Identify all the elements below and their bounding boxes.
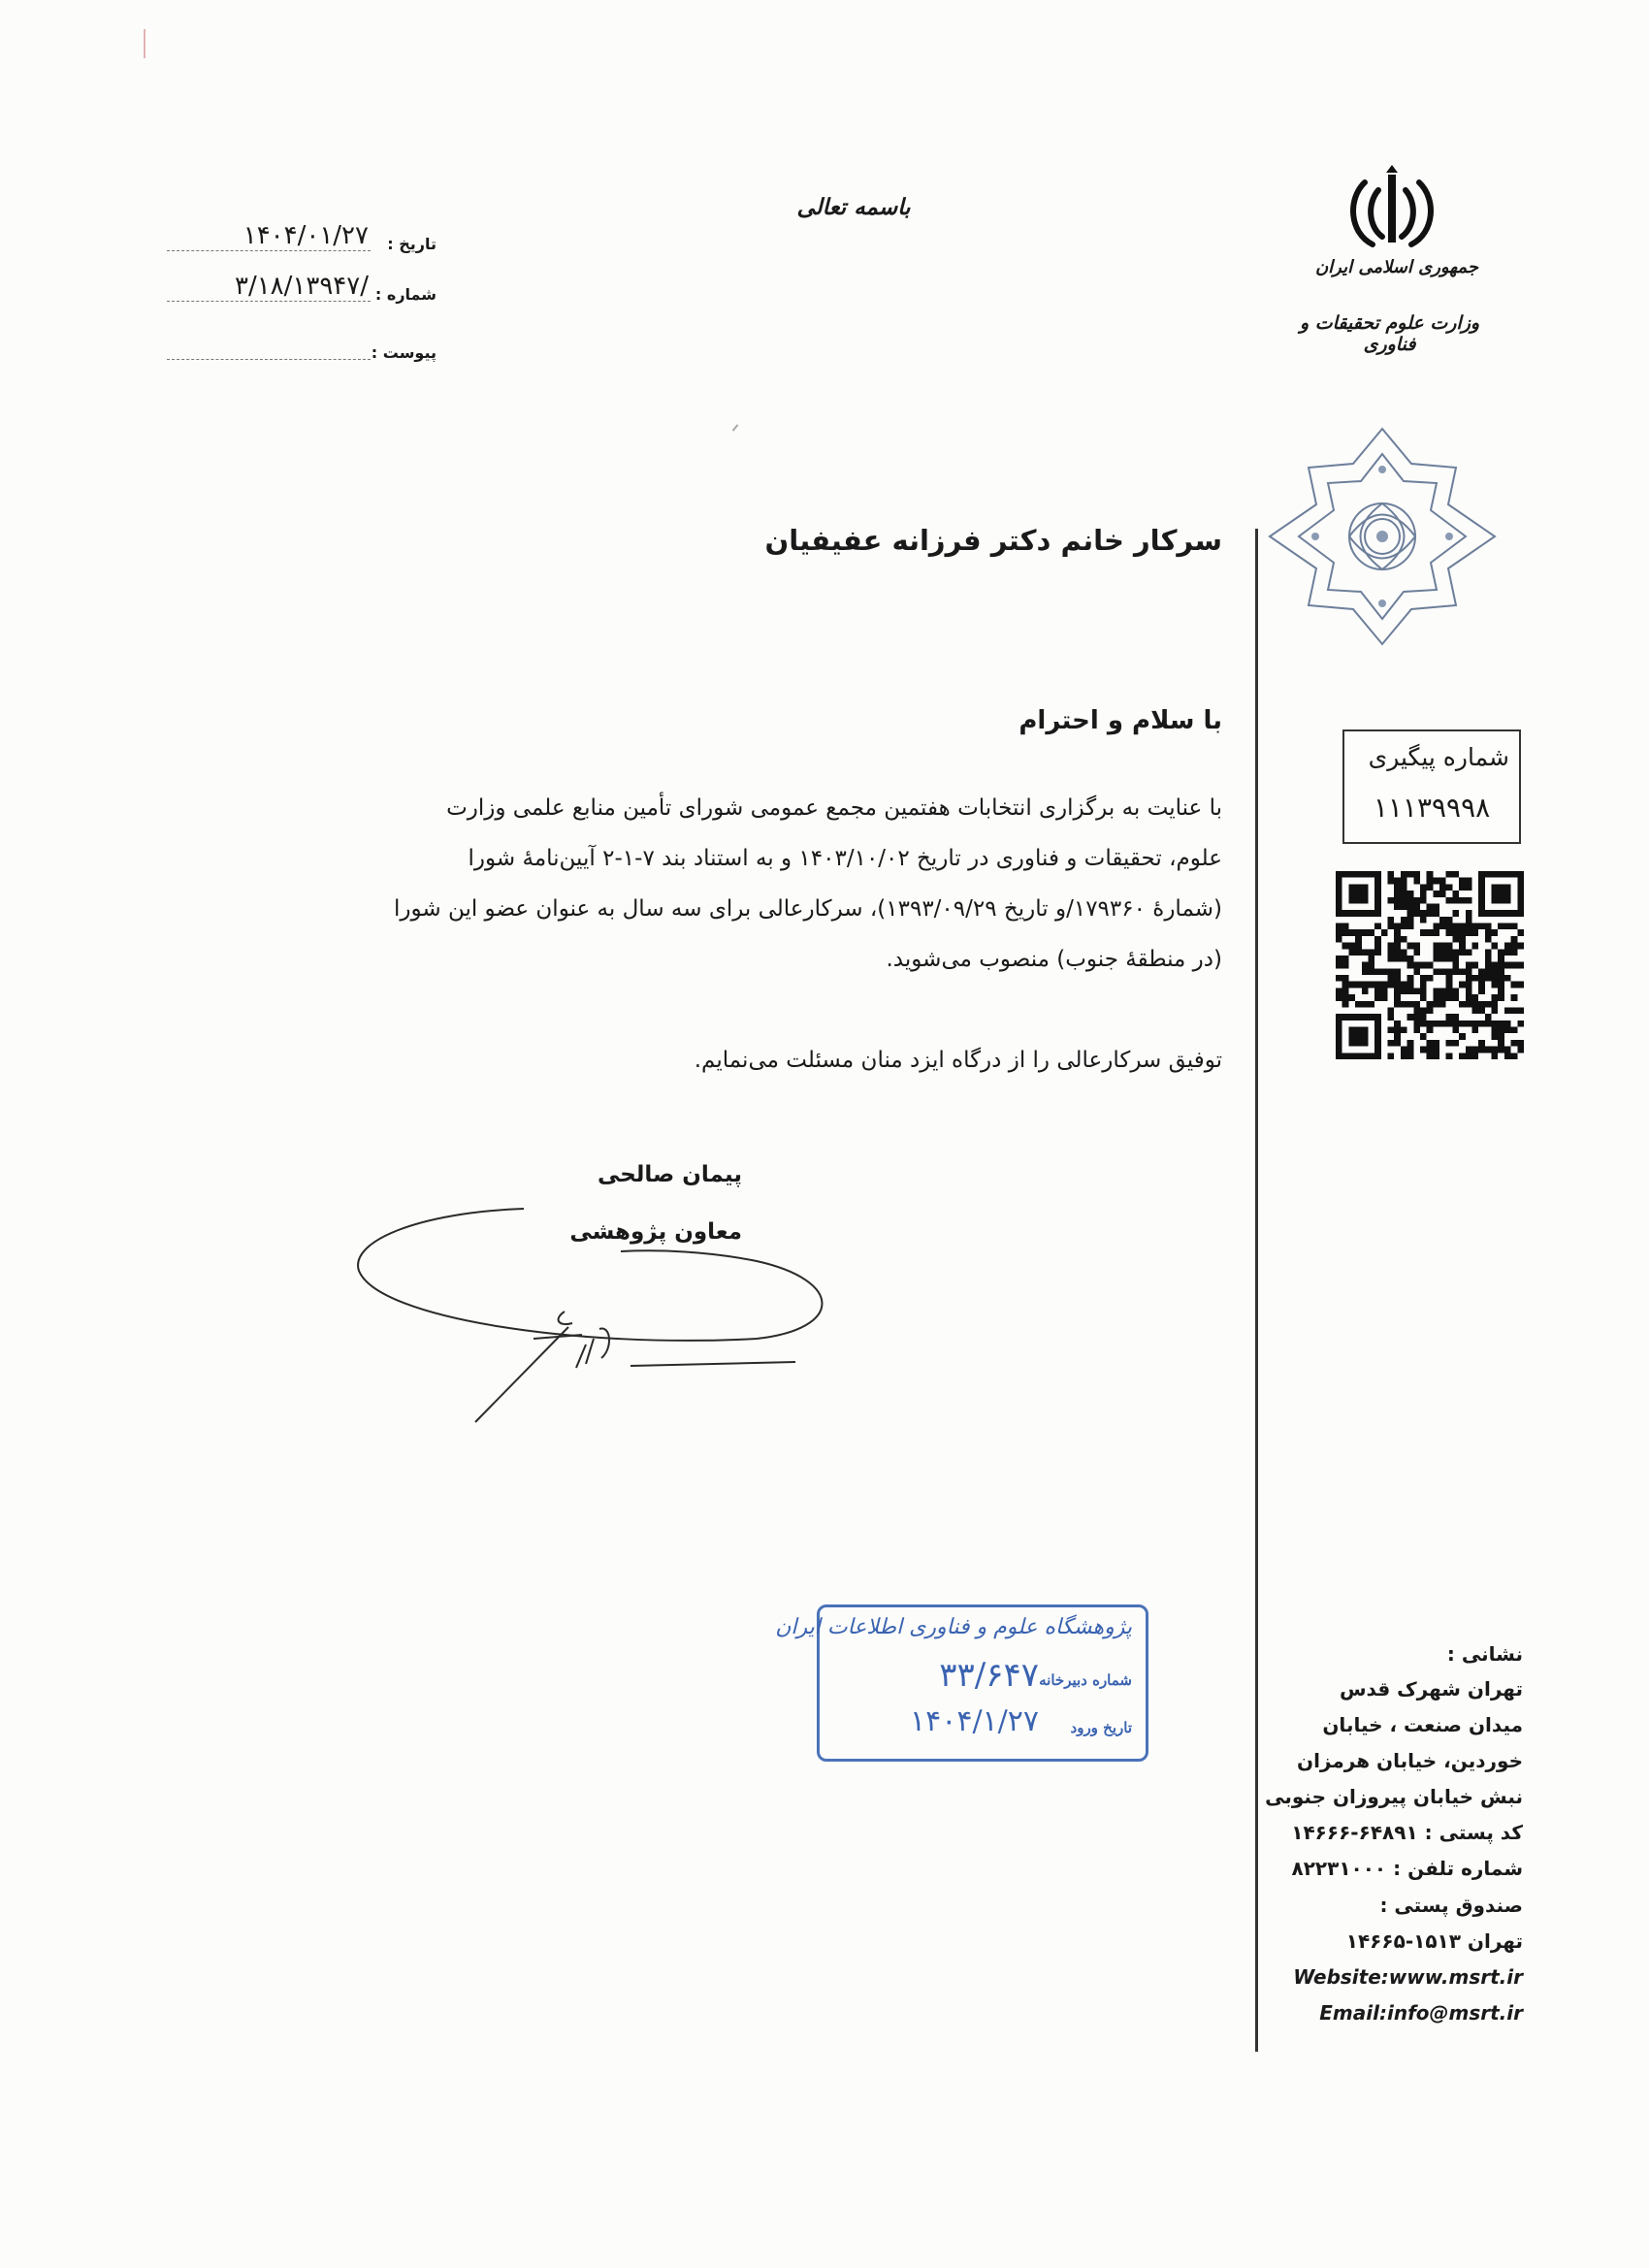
- email-link[interactable]: Email:info@msrt.ir: [1319, 2001, 1523, 2025]
- stamp-title: پژوهشگاه علوم و فناوری اطلاعات ایران: [775, 1615, 1132, 1639]
- address-line: صندوق پستی :: [1379, 1894, 1523, 1917]
- address-line: میدان صنعت ، خیابان: [1322, 1713, 1523, 1736]
- number-label: شماره :: [374, 285, 436, 304]
- attachment-field: [165, 330, 436, 369]
- tracking-value: ۱۱۱۳۹۹۹۸: [1373, 792, 1491, 824]
- date-value: ۱۴۰۴/۰۱/۲۷: [242, 221, 369, 250]
- qr-code-icon: [1336, 871, 1524, 1059]
- signature-scribble: [340, 1203, 844, 1436]
- number-value: /۳/۱۸/۱۳۹۴۷: [234, 272, 369, 301]
- tracking-label: شماره پیگیری: [1368, 743, 1509, 771]
- closing-line: توفیق سرکارعالی را از درگاه ایزد منان مسئلت می‌نمایم.: [694, 1048, 1222, 1073]
- basmala: باسمه تعالی: [796, 194, 911, 220]
- attachment-label: پیوست :: [371, 343, 436, 362]
- date-label: تاریخ :: [387, 235, 436, 253]
- address-line: شماره تلفن : ۸۲۲۳۱۰۰۰: [1291, 1857, 1523, 1880]
- date-field: [165, 221, 436, 260]
- stamp-date-value: ۱۴۰۴/۱/۲۷: [909, 1704, 1039, 1738]
- stamp-number-value: ۳۳/۶۴۷: [939, 1656, 1039, 1695]
- stamp-date-label: تاریخ ورود: [1070, 1719, 1132, 1736]
- paragraph-line: علوم، تحقیقات و فناوری در تاریخ ۱۴۰۳/۱۰/۰۲ و به استناد بند ۷-۱-۲ آیین‌نامهٔ شورا: [468, 846, 1222, 871]
- number-field: [165, 272, 436, 310]
- ministry-line-1: جمهوری اسلامی ایران: [1314, 257, 1479, 277]
- paragraph-line: (شمارهٔ ۱۷۹۳۶۰/و تاریخ ۱۳۹۳/۰۹/۲۹)، سرکارعالی برای سه سال به عنوان عضو این شورا: [393, 896, 1222, 922]
- paragraph-line: با عنایت به برگزاری انتخابات هفتمین مجمع عمومی شورای تأمین منابع علمی وزارت: [446, 795, 1222, 821]
- signatory-title: معاون پژوهشی: [569, 1219, 742, 1245]
- scan-mark: [144, 29, 146, 58]
- recipient: سرکار خانم دکتر فرزانه عفیفیان: [764, 524, 1222, 557]
- greeting: با سلام و احترام: [1018, 706, 1222, 735]
- address-line: خوردین، خیابان هرمزان: [1297, 1749, 1523, 1772]
- address-line: نبش خیابان پیروزان جنوبی: [1265, 1785, 1523, 1808]
- address-line: تهران شهرک قدس: [1339, 1677, 1523, 1701]
- tracking-number-box: [1342, 729, 1521, 844]
- address-line: کد پستی : ۶۴۸۹۱-۱۴۶۶۶: [1291, 1821, 1523, 1844]
- address-line: نشانی :: [1446, 1642, 1523, 1666]
- iran-emblem-icon: [1343, 165, 1440, 257]
- stamp-number-label: شماره دبیرخانه: [1039, 1671, 1132, 1689]
- scan-mark: [732, 424, 739, 431]
- ministry-line-2: وزارت علوم تحقیقات و فناوری: [1299, 312, 1480, 355]
- receipt-stamp: [775, 1604, 1148, 1762]
- address-line: تهران ۱۵۱۳-۱۴۶۶۵: [1345, 1929, 1523, 1953]
- website-link[interactable]: Website:www.msrt.ir: [1293, 1965, 1523, 1989]
- signatory-name: پیمان صالحی: [597, 1162, 742, 1187]
- paragraph-line: (در منطقهٔ جنوب) منصوب می‌شوید.: [886, 947, 1222, 972]
- arabesque-ornament-icon: [1266, 425, 1499, 648]
